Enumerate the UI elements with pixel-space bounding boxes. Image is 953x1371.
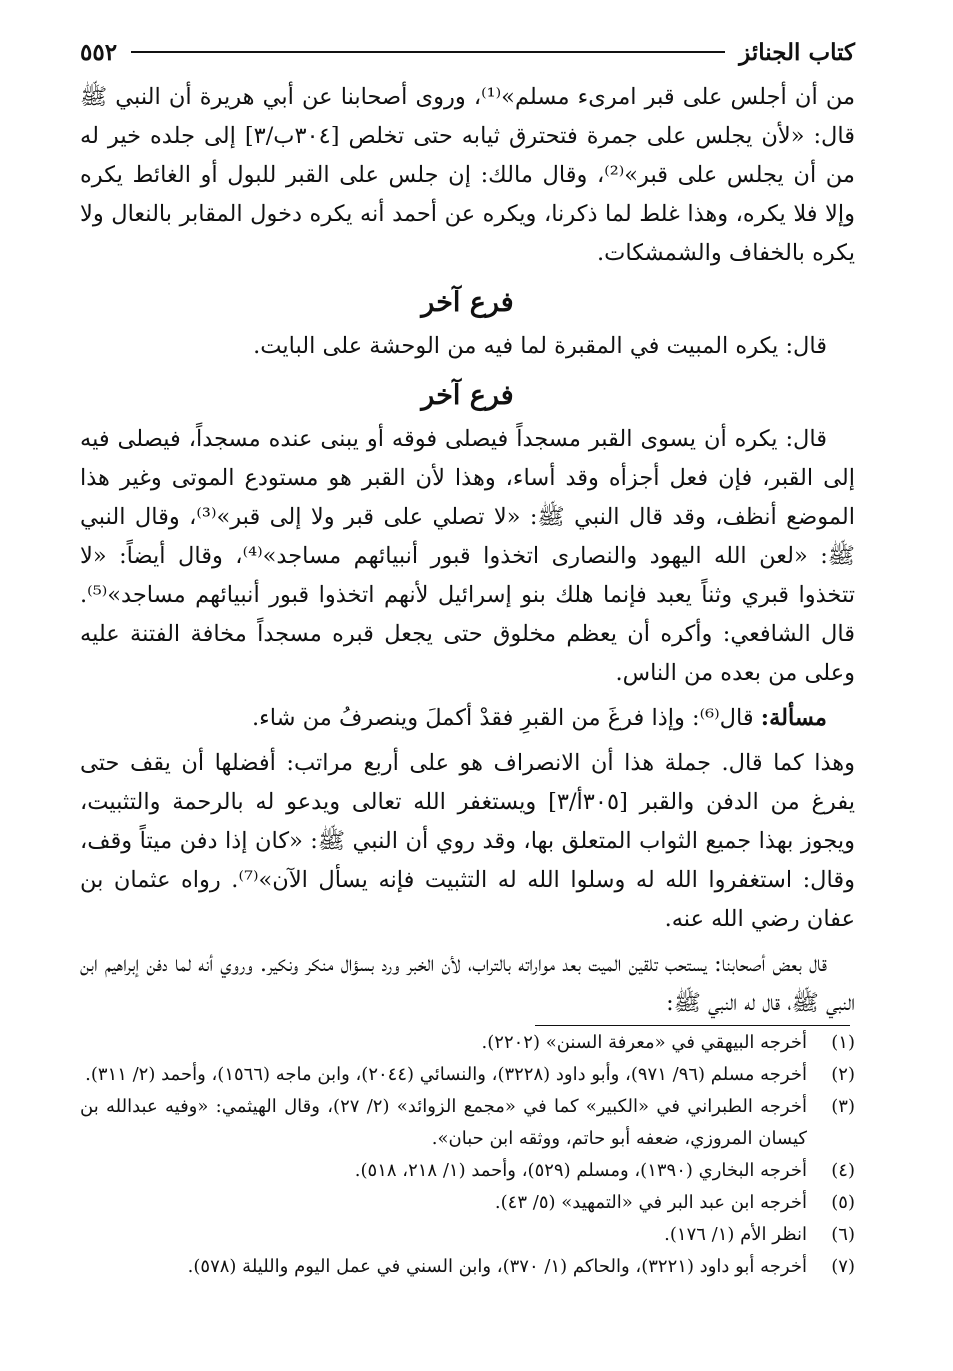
section-heading-1: فرع آخر xyxy=(421,287,514,318)
footnote-text: أخرجه ابن عبد البر في «التمهيد» (٥/ ٤٣). xyxy=(494,1192,807,1213)
paragraph-section-1: قال: يكره المبيت في المقبرة لما فيه من الوحشة على البايت. xyxy=(253,333,827,359)
header-rule xyxy=(131,51,725,53)
footnote-text: أخرجه البيهقي في «معرفة السنن» (٢٢٠٢). xyxy=(481,1032,807,1053)
footnote-item xyxy=(80,1219,855,1251)
page xyxy=(80,30,855,1023)
running-header xyxy=(80,30,855,74)
paragraph-intro: من أن أجلس على قبر امرىء مسلم»⁽¹⁾، وروى أصحابنا عن أبي هريرة أن النبي ﷺ قال: «لأن يجلس على جمرة فتحترق ثيابه حتى تخلص [٣٠٤ب/٣] إلى جلده خير له من أن يجلس على قبر»⁽²⁾، وقال مالك: إن جلس على القبر للبول أو الغائط يكره وإلا فلا يكره، وهذا غلط لما ذكرنا، ويكره عن أحمد أنه يكره دخول المقابر بالنعال ولا يكره بالخفاف والشمشكات. xyxy=(80,84,855,266)
paragraph-talqin: قال بعض أصحابنا: يستحب تلقين الميت بعد مواراته بالتراب، لأن الخبر ورد بسؤال منكر ونكير. وروي أنه لما دفن إبراهيم ابن النبي ﷺ، قال له النبي ﷺ: xyxy=(80,951,855,1016)
section-heading-2: فرع آخر xyxy=(421,380,514,411)
footnote-number: (٣) xyxy=(831,1096,855,1117)
footnote-number: (٥) xyxy=(831,1192,855,1213)
footnote-text: أخرجه مسلم (٩٦/ ٩٧١)، وأبو داود (٣٢٢٨)، والنسائي (٢٠٤٤)، وابن ماجه (١٥٦٦)، وأحمد (٢/ ٣١١). xyxy=(85,1064,807,1085)
footnote-item xyxy=(80,1059,855,1091)
paragraph-section-2: قال: يكره أن يسوى القبر مسجداً فيصلى فوقه أو يبنى عنده مسجداً، فيصلى فيه إلى القبر، فإن فعل أجزأه وقد أساء، وهذا لأن القبر هو مستودع الموتى وغير هذا الموضع أنظف، وقد قال النبي ﷺ: «لا تصلي على قبر ولا إلى قبر»⁽³⁾، وقال النبي ﷺ: «لعن الله اليهود والنصارى اتخذوا قبور أنبيائهم مساجد»⁽⁴⁾، وقال أيضاً: «لا تتخذوا قبري وثناً يعبد فإنما هلك بنو إسرائيل لأنهم اتخذوا قبور أنبيائهم مساجد»⁽⁵⁾. قال الشافعي: وأكره أن يعظم مخلوق حتى يجعل قبره مسجداً مخافة الفتنة عليه وعلى من بعده من الناس. xyxy=(80,426,856,686)
footnote-text: أخرجه البخاري (١٣٩٠)، ومسلم (٥٢٩)، وأحمد (١/ ٢١٨، ٥١٨). xyxy=(354,1160,807,1181)
footnote-number: (٤) xyxy=(831,1160,855,1181)
main-text xyxy=(80,78,855,1023)
footnotes xyxy=(80,1027,855,1283)
footnote-item xyxy=(80,1027,855,1059)
footnote-item xyxy=(80,1155,855,1187)
masala-paragraph xyxy=(80,699,855,738)
paragraph-ranks: وهذا كما قال. جملة هذا أن الانصراف هو على أربع مراتب: أفضلها أن يقف حتى يفرغ من الدفن والقبر [٣٠٥أ/٣] ويستغفر الله تعالى ويدعو له بالرحمة والتثبيت، ويجوز بهذا جميع الثواب المتعلق بها، وقد روي أن النبي ﷺ: «كان إذا دفن ميتاً وقف، وقال: استغفروا الله له وسلوا الله له التثبيت فإنه يسأل الآن»⁽⁷⁾. رواه عثمان بن عفان رضي الله عنه. xyxy=(80,750,855,932)
footnote-text: أخرجه الطبراني في «الكبير» كما في «مجمع الزوائد» (٢/ ٢٧)، وقال الهيثمي: «وفيه عبدالله بن كيسان المروزي، ضعفه أبو حاتم، ووثقه ابن حبان». xyxy=(80,1096,807,1149)
footnote-separator xyxy=(535,1025,850,1026)
footnote-number: (٦) xyxy=(831,1224,855,1245)
footnote-item xyxy=(80,1251,855,1283)
footnote-item xyxy=(80,1091,855,1155)
footnote-number: (٧) xyxy=(831,1256,855,1277)
page-number: ٥٥٢ xyxy=(80,38,118,66)
footnote-number: (٢) xyxy=(831,1064,855,1085)
footnote-text: أخرجه أبو داود (٣٢٢١)، والحاكم (١/ ٣٧٠)، وابن السني في عمل اليوم والليلة (٥٧٨). xyxy=(187,1256,807,1277)
masala-label: مسألة: xyxy=(760,705,827,731)
masala-text: قال⁽⁶⁾: وإذا فرغَ من القبرِ فقدْ أكملَ وينصرفُ من شاء. xyxy=(252,705,754,731)
footnote-number: (١) xyxy=(831,1032,855,1053)
footnote-item xyxy=(80,1187,855,1219)
chapter-title: كتاب الجنائز xyxy=(739,38,855,66)
footnote-text: انظر الأم (١/ ١٧٦). xyxy=(664,1224,807,1245)
